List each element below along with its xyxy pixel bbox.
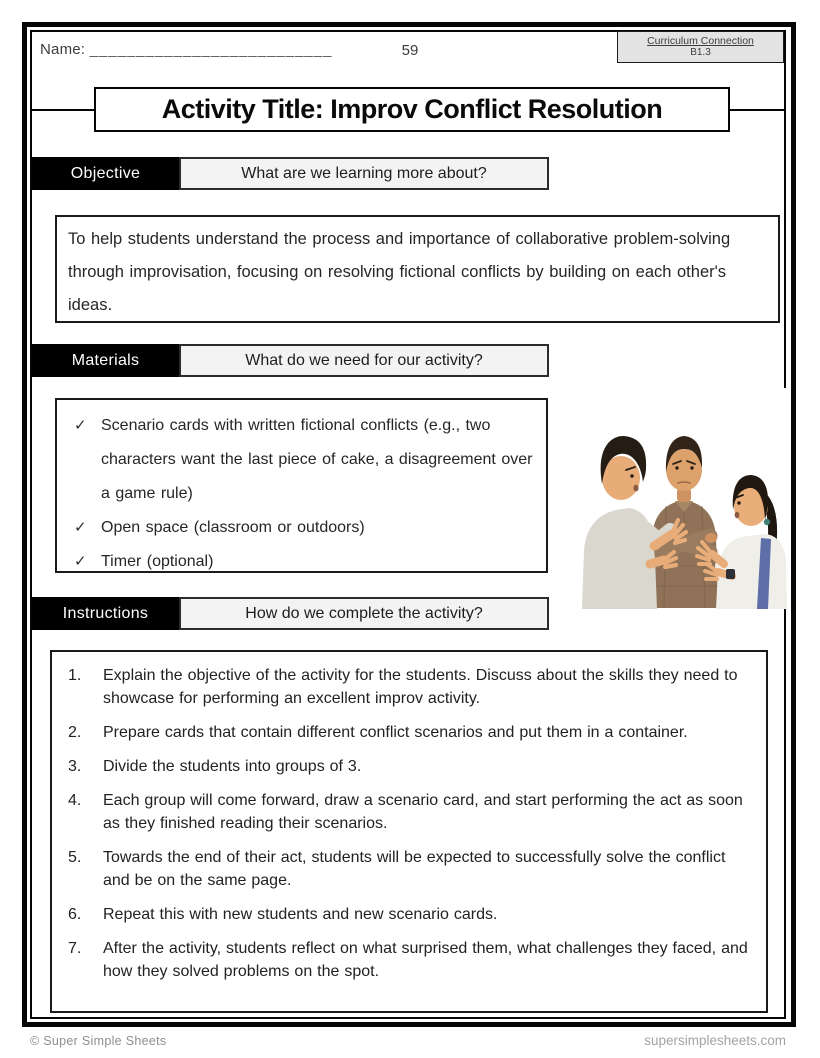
step-number: 2. [68, 724, 82, 741]
footer-website: supersimplesheets.com [644, 1033, 786, 1048]
list-item [74, 511, 536, 545]
students-illustration-svg [566, 388, 788, 609]
instruction-step [68, 846, 756, 892]
materials-section-label: Materials [32, 344, 179, 377]
step-number: 5. [68, 849, 82, 866]
objective-question-box: What are we learning more about? [179, 157, 549, 190]
material-item-text: Open space (classroom or outdoors) [101, 519, 365, 536]
step-text: Towards the end of their act, students will be expected to successfully solve the conflict and be on the same page. [103, 849, 726, 889]
step-number: 3. [68, 758, 82, 775]
curriculum-code: B1.3 [690, 47, 711, 58]
step-text: After the activity, students reflect on what surprised them, what challenges they faced, and how they solved problems on the spot. [103, 940, 748, 980]
step-number: 4. [68, 792, 82, 809]
students-illustration [566, 388, 788, 609]
instructions-section-label: Instructions [32, 597, 179, 630]
step-number: 7. [68, 940, 82, 957]
instruction-step [68, 937, 756, 983]
material-item-text: Scenario cards with written fictional conflicts (e.g., two characters want the last piece of cake, a disagreement over a game rule) [101, 417, 533, 502]
objective-text-box [55, 215, 780, 323]
step-number: 6. [68, 906, 82, 923]
name-blank-line: __________________________ [89, 41, 333, 58]
page-number: 59 [401, 42, 419, 59]
materials-list-box [55, 398, 548, 573]
instructions-list-box [50, 650, 768, 1013]
check-icon: ✓ [74, 417, 87, 434]
material-item-text: Timer (optional) [101, 553, 214, 570]
step-text: Divide the students into groups of 3. [103, 758, 362, 775]
instruction-step [68, 721, 756, 744]
objective-text: To help students understand the process and importance of collaborative problem-solving through improvisation, focusing on resolving fictional conflicts by building on each other's ideas. [68, 230, 731, 314]
name-label: Name: [40, 41, 86, 58]
list-item [74, 409, 536, 511]
activity-title-box [94, 87, 730, 132]
activity-title: Activity Title: Improv Conflict Resolution [161, 94, 663, 124]
instruction-step [68, 903, 756, 926]
materials-question-box: What do we need for our activity? [179, 344, 549, 377]
instruction-step [68, 789, 756, 835]
check-icon: ✓ [74, 553, 87, 570]
list-item [74, 545, 536, 579]
check-icon: ✓ [74, 519, 87, 536]
step-text: Repeat this with new students and new scenario cards. [103, 906, 498, 923]
step-number: 1. [68, 667, 82, 684]
instruction-step [68, 755, 756, 778]
footer-copyright: © Super Simple Sheets [30, 1034, 167, 1048]
curriculum-connection-box [617, 31, 784, 63]
instructions-question-box: How do we complete the activity? [179, 597, 549, 630]
objective-section-label: Objective [32, 157, 179, 190]
step-text: Prepare cards that contain different conflict scenarios and put them in a container. [103, 724, 688, 741]
step-text: Explain the objective of the activity for the students. Discuss about the skills they need to showcase for performing an excellent improv activity. [103, 667, 738, 707]
step-text: Each group will come forward, draw a scenario card, and start performing the act as soon as they finished reading their scenarios. [103, 792, 743, 832]
curriculum-connection-title: Curriculum Connection [647, 35, 754, 47]
instruction-step [68, 664, 756, 710]
